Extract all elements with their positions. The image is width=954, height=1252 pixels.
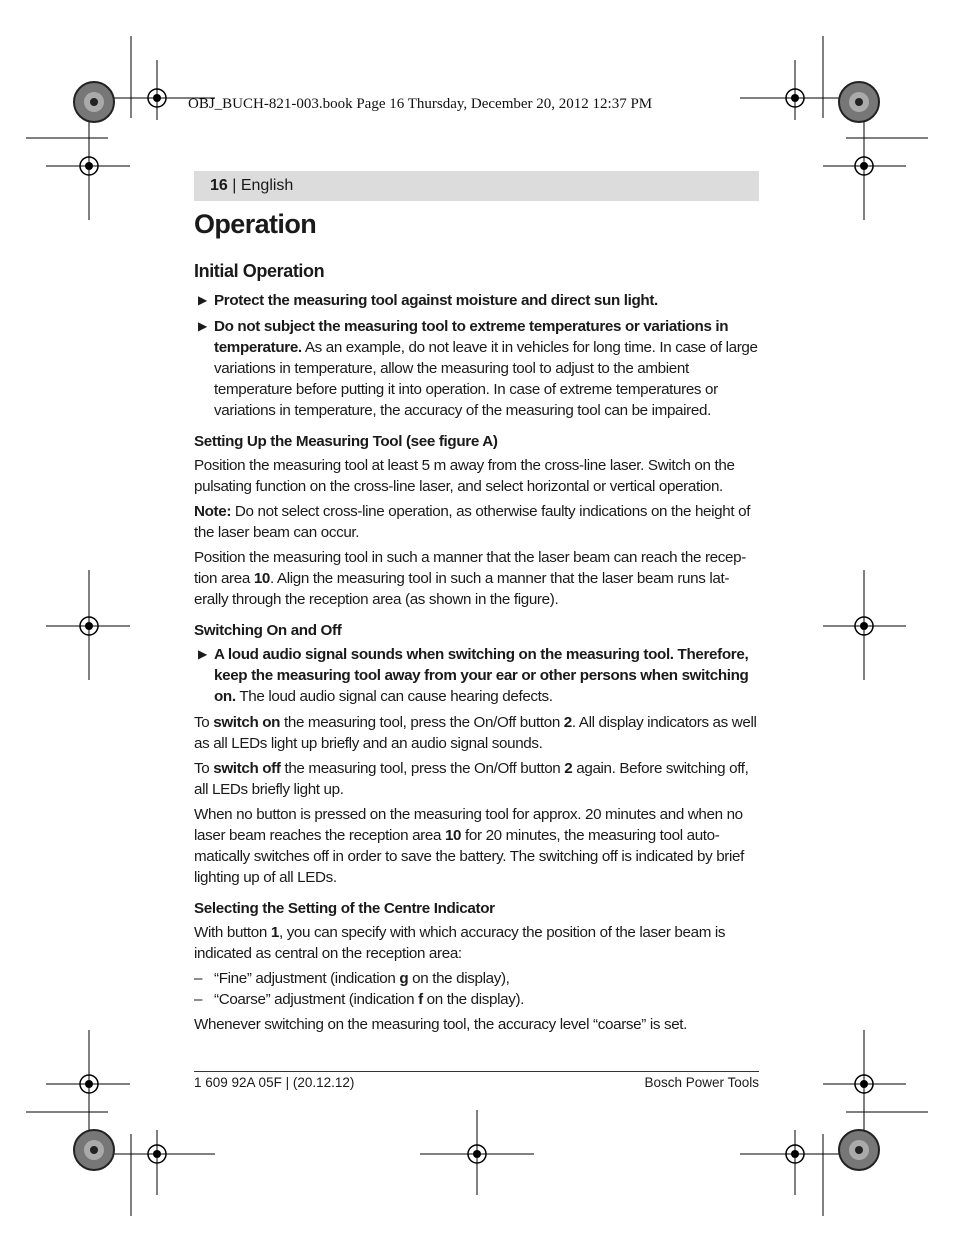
triangle-bullet-icon: ▶ bbox=[198, 293, 207, 307]
text-run: , you can specify with which accuracy the position of the laser beam is indicated as central on the reception area: bbox=[194, 924, 726, 962]
text-run: . All display indicators as well as all LEDs light up briefly and an audio signal sounds. bbox=[194, 714, 757, 752]
warning-text: As an example, do not leave it in vehicles for long time. In case of large variations in temperature, allow the measuring tool to adjust to the ambient temperature before putting it into operation. In case of extreme temperatures or variations in temperature, the accuracy of the measuring tool can be impaired. bbox=[214, 339, 758, 419]
reference-number: 10 bbox=[444, 827, 462, 844]
text-run: the measuring tool, press the On/Off button bbox=[280, 714, 564, 731]
warning-text: The loud audio signal can cause hearing defects. bbox=[235, 688, 553, 705]
text-run-bold: switch off bbox=[213, 760, 281, 777]
warning-bullet bbox=[194, 644, 759, 707]
triangle-bullet-icon: ▶ bbox=[198, 319, 207, 333]
text-run: To bbox=[194, 760, 214, 777]
note-text: Do not select cross-line operation, as otherwise faulty indications on the height of the laser beam can occur. bbox=[194, 503, 751, 541]
page-header bbox=[194, 171, 759, 201]
paragraph bbox=[194, 712, 759, 754]
display-indicator-letter: f bbox=[418, 991, 423, 1008]
paragraph: Whenever switching on the measuring tool, the accuracy level “coarse” is set. bbox=[194, 1016, 688, 1033]
warning-text: Protect the measuring tool against moisture and direct sun light. bbox=[214, 292, 658, 309]
reference-number: 10 bbox=[253, 570, 271, 587]
reference-number: 2 bbox=[563, 714, 572, 731]
paragraph bbox=[194, 804, 759, 888]
text-run: on the display), bbox=[408, 970, 510, 987]
paragraph bbox=[194, 758, 759, 800]
text-run: To bbox=[194, 714, 214, 731]
warning-text-bold: Do not subject the measuring tool to extreme temperatures or variations in temperature. bbox=[214, 318, 729, 356]
text-run: “Coarse” adjustment (indication bbox=[214, 991, 419, 1008]
display-indicator-letter: g bbox=[399, 970, 409, 987]
footer-rule bbox=[194, 1071, 759, 1072]
paragraph bbox=[194, 547, 759, 610]
reference-number: 2 bbox=[564, 760, 573, 777]
note-paragraph bbox=[194, 501, 759, 543]
text-run-bold: switch on bbox=[213, 714, 281, 731]
print-slug: OBJ_BUCH-821-003.book Page 16 Thursday, December 20, 2012 12:37 PM bbox=[188, 96, 653, 112]
header-language: English bbox=[240, 177, 294, 194]
section-heading-centre-indicator: Selecting the Setting of the Centre Indicator bbox=[194, 900, 495, 917]
text-run: for 20 minutes, the measuring tool auto-matically switches off in order to save the battery. The switching off is indicated by brief lighting up of all LEDs. bbox=[194, 827, 744, 886]
text-run: Position the measuring tool in such a manner that the laser beam can reach the recep-tion area bbox=[194, 549, 746, 587]
footer-document-code: 1 609 92A 05F | (20.12.12) bbox=[194, 1075, 355, 1090]
text-run: the measuring tool, press the On/Off button bbox=[280, 760, 565, 777]
page-content bbox=[194, 205, 759, 1039]
text-run: . Align the measuring tool in such a manner that the laser beam runs lat-erally through the reception area (as shown in the figure). bbox=[194, 570, 730, 608]
warning-text-bold: A loud audio signal sounds when switching on the measuring tool. Therefore, keep the measuring tool away from your ear or other persons when switching on. bbox=[214, 646, 749, 705]
list-item bbox=[194, 989, 759, 1010]
dash-bullet: – bbox=[194, 991, 203, 1008]
paragraph: Position the measuring tool at least 5 m away from the cross-line laser. Switch on the pulsating function on the cross-line laser, and select horizontal or vertical operation. bbox=[194, 457, 735, 495]
section-heading-setting-up: Setting Up the Measuring Tool (see figure A) bbox=[194, 433, 498, 450]
list-item bbox=[194, 968, 759, 989]
text-run: on the display). bbox=[422, 991, 525, 1008]
triangle-bullet-icon: ▶ bbox=[198, 647, 207, 661]
text-run: When no button is pressed on the measuring tool for approx. 20 minutes and when no laser beam reaches the reception area bbox=[194, 806, 743, 844]
paragraph bbox=[194, 922, 759, 964]
text-run: again. Before switching off, all LEDs briefly light up. bbox=[194, 760, 749, 798]
page-number: 16 bbox=[210, 177, 228, 194]
text-run: “Fine” adjustment (indication bbox=[214, 970, 400, 987]
reference-number: 1 bbox=[270, 924, 279, 941]
warning-bullet bbox=[194, 316, 759, 421]
footer-brand: Bosch Power Tools bbox=[644, 1075, 759, 1090]
text-run: With button bbox=[194, 924, 271, 941]
section-heading-initial-operation: Initial Operation bbox=[194, 261, 325, 281]
note-label: Note: bbox=[194, 503, 232, 520]
warning-bullet bbox=[194, 290, 759, 311]
section-heading-switching: Switching On and Off bbox=[194, 622, 342, 639]
page-title: Operation bbox=[194, 209, 317, 239]
dash-bullet: – bbox=[194, 970, 203, 987]
header-separator: | bbox=[227, 177, 241, 194]
